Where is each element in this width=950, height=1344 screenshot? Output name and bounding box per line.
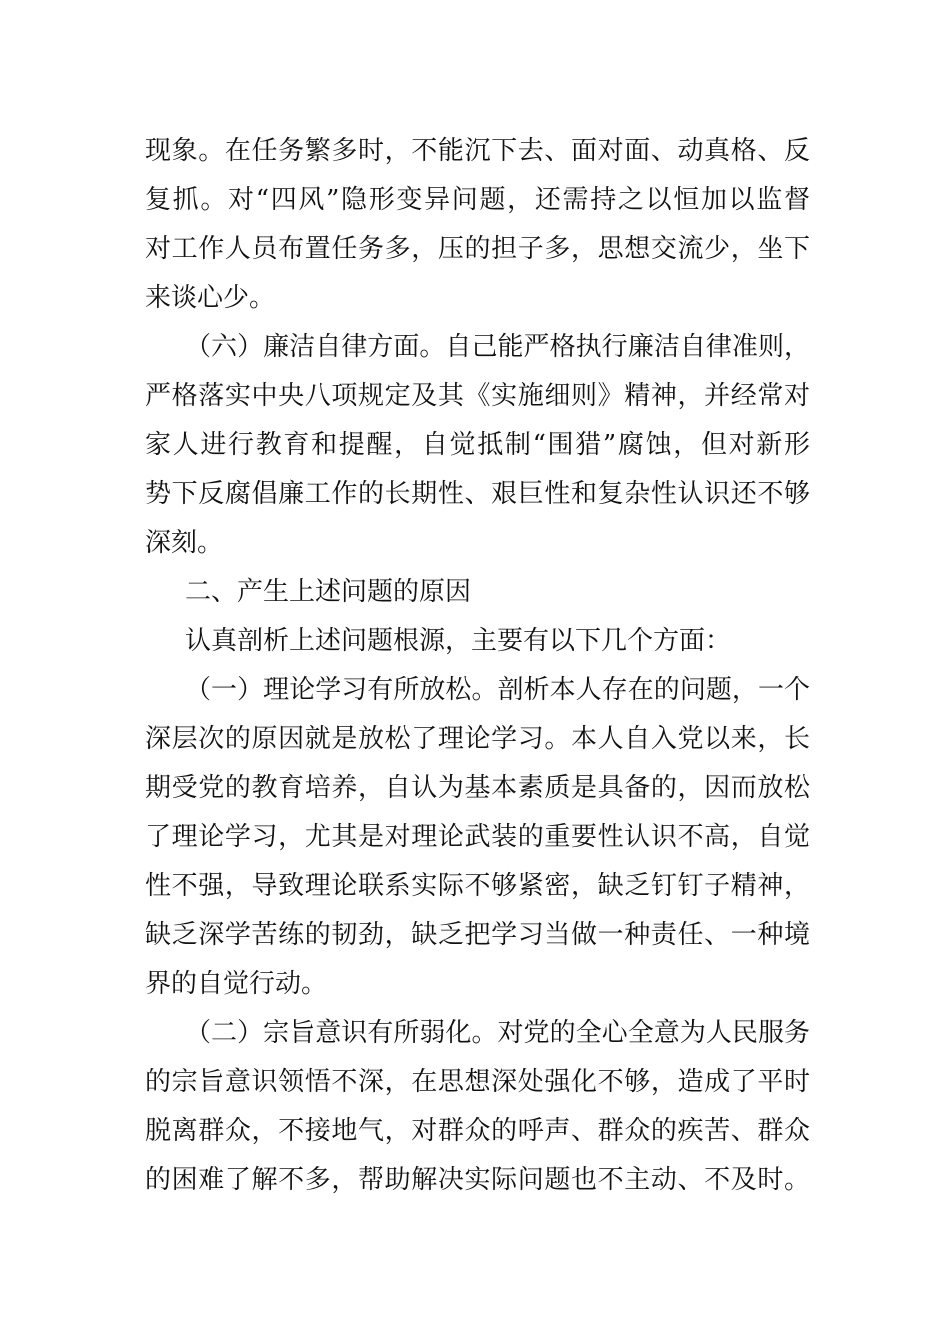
text-line: 势下反腐倡廉工作的长期性、艰巨性和复杂性认识还不够 [145,479,810,509]
text-line: 深刻。 [145,528,224,558]
text-line: 了理论学习，尤其是对理论武装的重要性认识不高，自觉 [145,822,810,852]
text-line: 认真剖析上述问题根源，主要有以下几个方面： [185,626,732,656]
text-line: 现象。在任务繁多时，不能沉下去、面对面、动真格、反 [145,136,810,166]
text-line: 来谈心少。 [145,283,276,313]
paragraph-heading-line: （六）廉洁自律方面。自己能严格执行廉洁自律准则， [185,332,810,362]
text-line: 的宗旨意识领悟不深，在思想深处强化不够，造成了平时 [145,1067,810,1097]
text-line: 家人进行教育和提醒，自觉抵制“围猎”腐蚀，但对新形 [145,430,810,460]
text-line: 脱离群众，不接地气，对群众的呼声、群众的疾苦、群众 [145,1116,810,1146]
paragraph-heading-line: （一）理论学习有所放松。剖析本人存在的问题，一个 [185,675,810,705]
text-line: 的困难了解不多，帮助解决实际问题也不主动、不及时。 [145,1165,810,1195]
text-line: 对工作人员布置任务多，压的担子多，思想交流少，坐下 [145,234,810,264]
text-line: 期受党的教育培养，自认为基本素质是具备的，因而放松 [145,773,810,803]
text-line: 复抓。对“四风”隐形变异问题，还需持之以恒加以监督 [145,185,810,215]
text-line: 界的自觉行动。 [145,969,328,999]
text-line: 深层次的原因就是放松了理论学习。本人自入党以来，长 [145,724,810,754]
paragraph-heading-line: （二）宗旨意识有所弱化。对党的全心全意为人民服务 [185,1018,810,1048]
document-body [145,127,810,1205]
text-line: 严格落实中央八项规定及其《实施细则》精神，并经常对 [145,381,810,411]
section-heading: 二、产生上述问题的原因 [185,577,472,607]
text-line: 性不强，导致理论联系实际不够紧密，缺乏钉钉子精神， [145,871,810,901]
text-line: 缺乏深学苦练的韧劲，缺乏把学习当做一种责任、一种境 [145,920,810,950]
